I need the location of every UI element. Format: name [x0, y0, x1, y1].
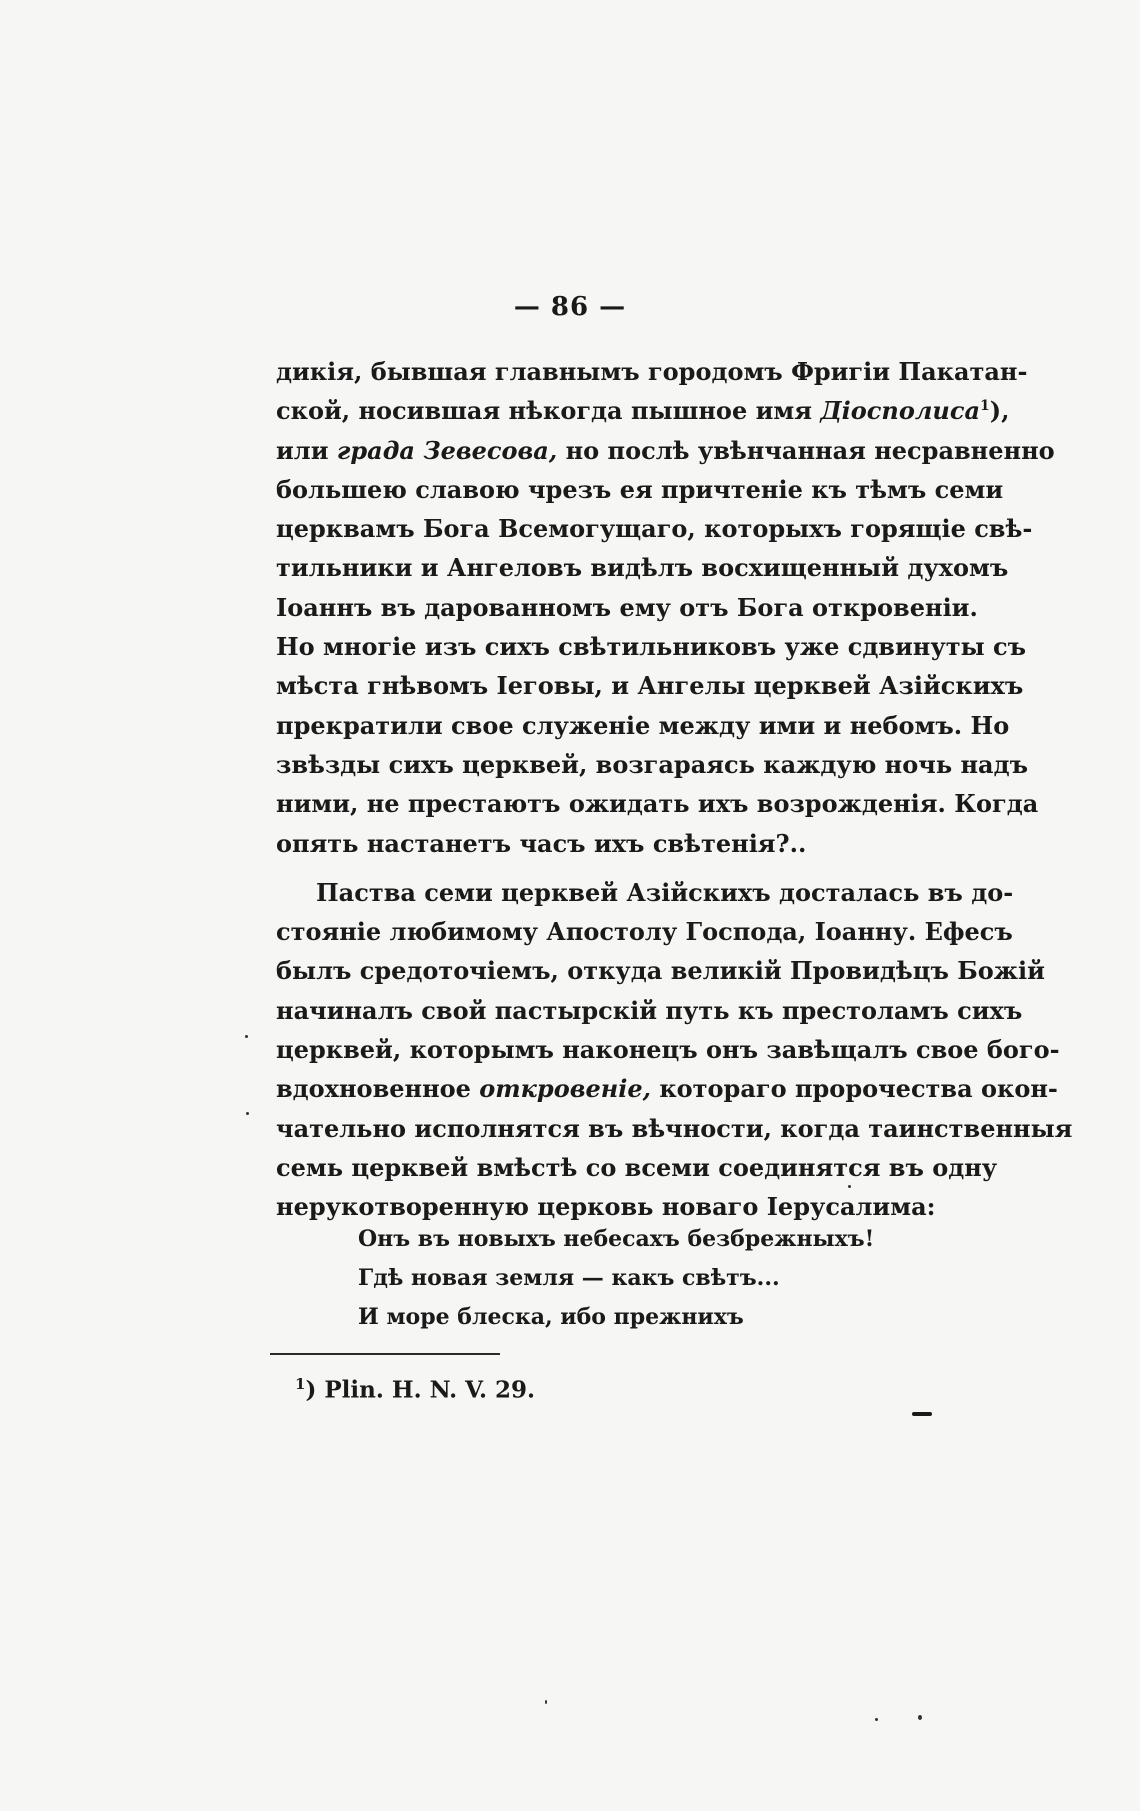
scan-speck [875, 1718, 878, 1721]
text-line: ними, не престаютъ ожидать ихъ возрожденія. Когда [276, 789, 1039, 819]
scan-speck [918, 1715, 922, 1720]
text-line: церквамъ Бога Всемогущаго, которыхъ горящіе свѣ- [276, 514, 1033, 544]
margin-mark [912, 1412, 932, 1416]
footnote-marker: 1 [295, 1375, 306, 1393]
italic-term: града Зевесова, [336, 435, 558, 465]
italic-term: Діосполиса [820, 396, 981, 426]
footnote-text: ) Plin. H. N. V. 29. [305, 1376, 535, 1404]
text-line: звѣзды сихъ церквей, возгараясь каждую ночь надъ [276, 749, 1028, 779]
text-line: или града Зевесова, но послѣ увѣнчанная несравненно [276, 435, 1055, 465]
scan-speck [245, 1035, 248, 1038]
verse-block [358, 1220, 874, 1337]
verse-line: Онъ въ новыхъ небесахъ безбрежныхъ! [358, 1226, 875, 1252]
text-line: тильники и Ангеловъ видѣлъ восхищенный духомъ [276, 553, 1009, 583]
main-text [276, 352, 1073, 1227]
text-line: ской, носившая нѣкогда пышное имя Діосполиса$^1$), [276, 396, 1010, 426]
italic-term: откровеніе, [479, 1074, 651, 1104]
text-line: Паства семи церквей Азійскихъ досталась въ до- [316, 877, 1014, 907]
text-line: стояніе любимому Апостолу Господа, Іоанну. Ефесъ [276, 917, 1013, 947]
verse-line: Гдѣ новая земля — какъ свѣтъ... [358, 1265, 780, 1291]
page-number: — 86 — [513, 292, 627, 322]
scan-speck [848, 1185, 851, 1188]
text-line: мѣста гнѣвомъ Іеговы, и Ангелы церквей Азійскихъ [276, 671, 1024, 701]
text-line: Іоаннъ въ дарованномъ ему отъ Бога откровеніи. [276, 592, 978, 622]
text-line: церквей, которымъ наконецъ онъ завѣщалъ свое бого- [276, 1035, 1060, 1065]
text-line: начиналъ свой пастырскій путь къ престоламъ сихъ [276, 995, 1023, 1025]
text-line: чательно исполнятся въ вѣчности, когда таинственныя [276, 1113, 1073, 1143]
footnote-divider [270, 1353, 500, 1355]
text-line: прекратили свое служеніе между ими и небомъ. Но [276, 710, 1010, 740]
verse-line: И море блеска, ибо прежнихъ [358, 1304, 744, 1330]
scan-speck [545, 1700, 547, 1704]
footnote [295, 1375, 535, 1404]
text-line: семь церквей вмѣстѣ со всеми соединятся въ одну [276, 1152, 998, 1182]
text-line: опять настанетъ часъ ихъ свѣтенія?.. [276, 828, 807, 858]
scan-speck [246, 1112, 249, 1115]
text-line: Но многіе изъ сихъ свѣтильниковъ уже сдвинуты съ [276, 632, 1027, 662]
text-line: вдохновенное откровеніе, котораго пророчества окон- [276, 1074, 1058, 1104]
text-line: былъ средоточіемъ, откуда великій Провидѣцъ Божій [276, 956, 1045, 986]
footnote-ref: 1 [980, 398, 990, 415]
text-line: нерукотворенную церковь новаго Іерусалима: [276, 1192, 936, 1222]
text-line: дикія, бывшая главнымъ городомъ Фригіи Пакатан- [276, 357, 1028, 386]
text-line: большею славою чрезъ ея причтеніе къ тѣмъ семи [276, 474, 1004, 504]
